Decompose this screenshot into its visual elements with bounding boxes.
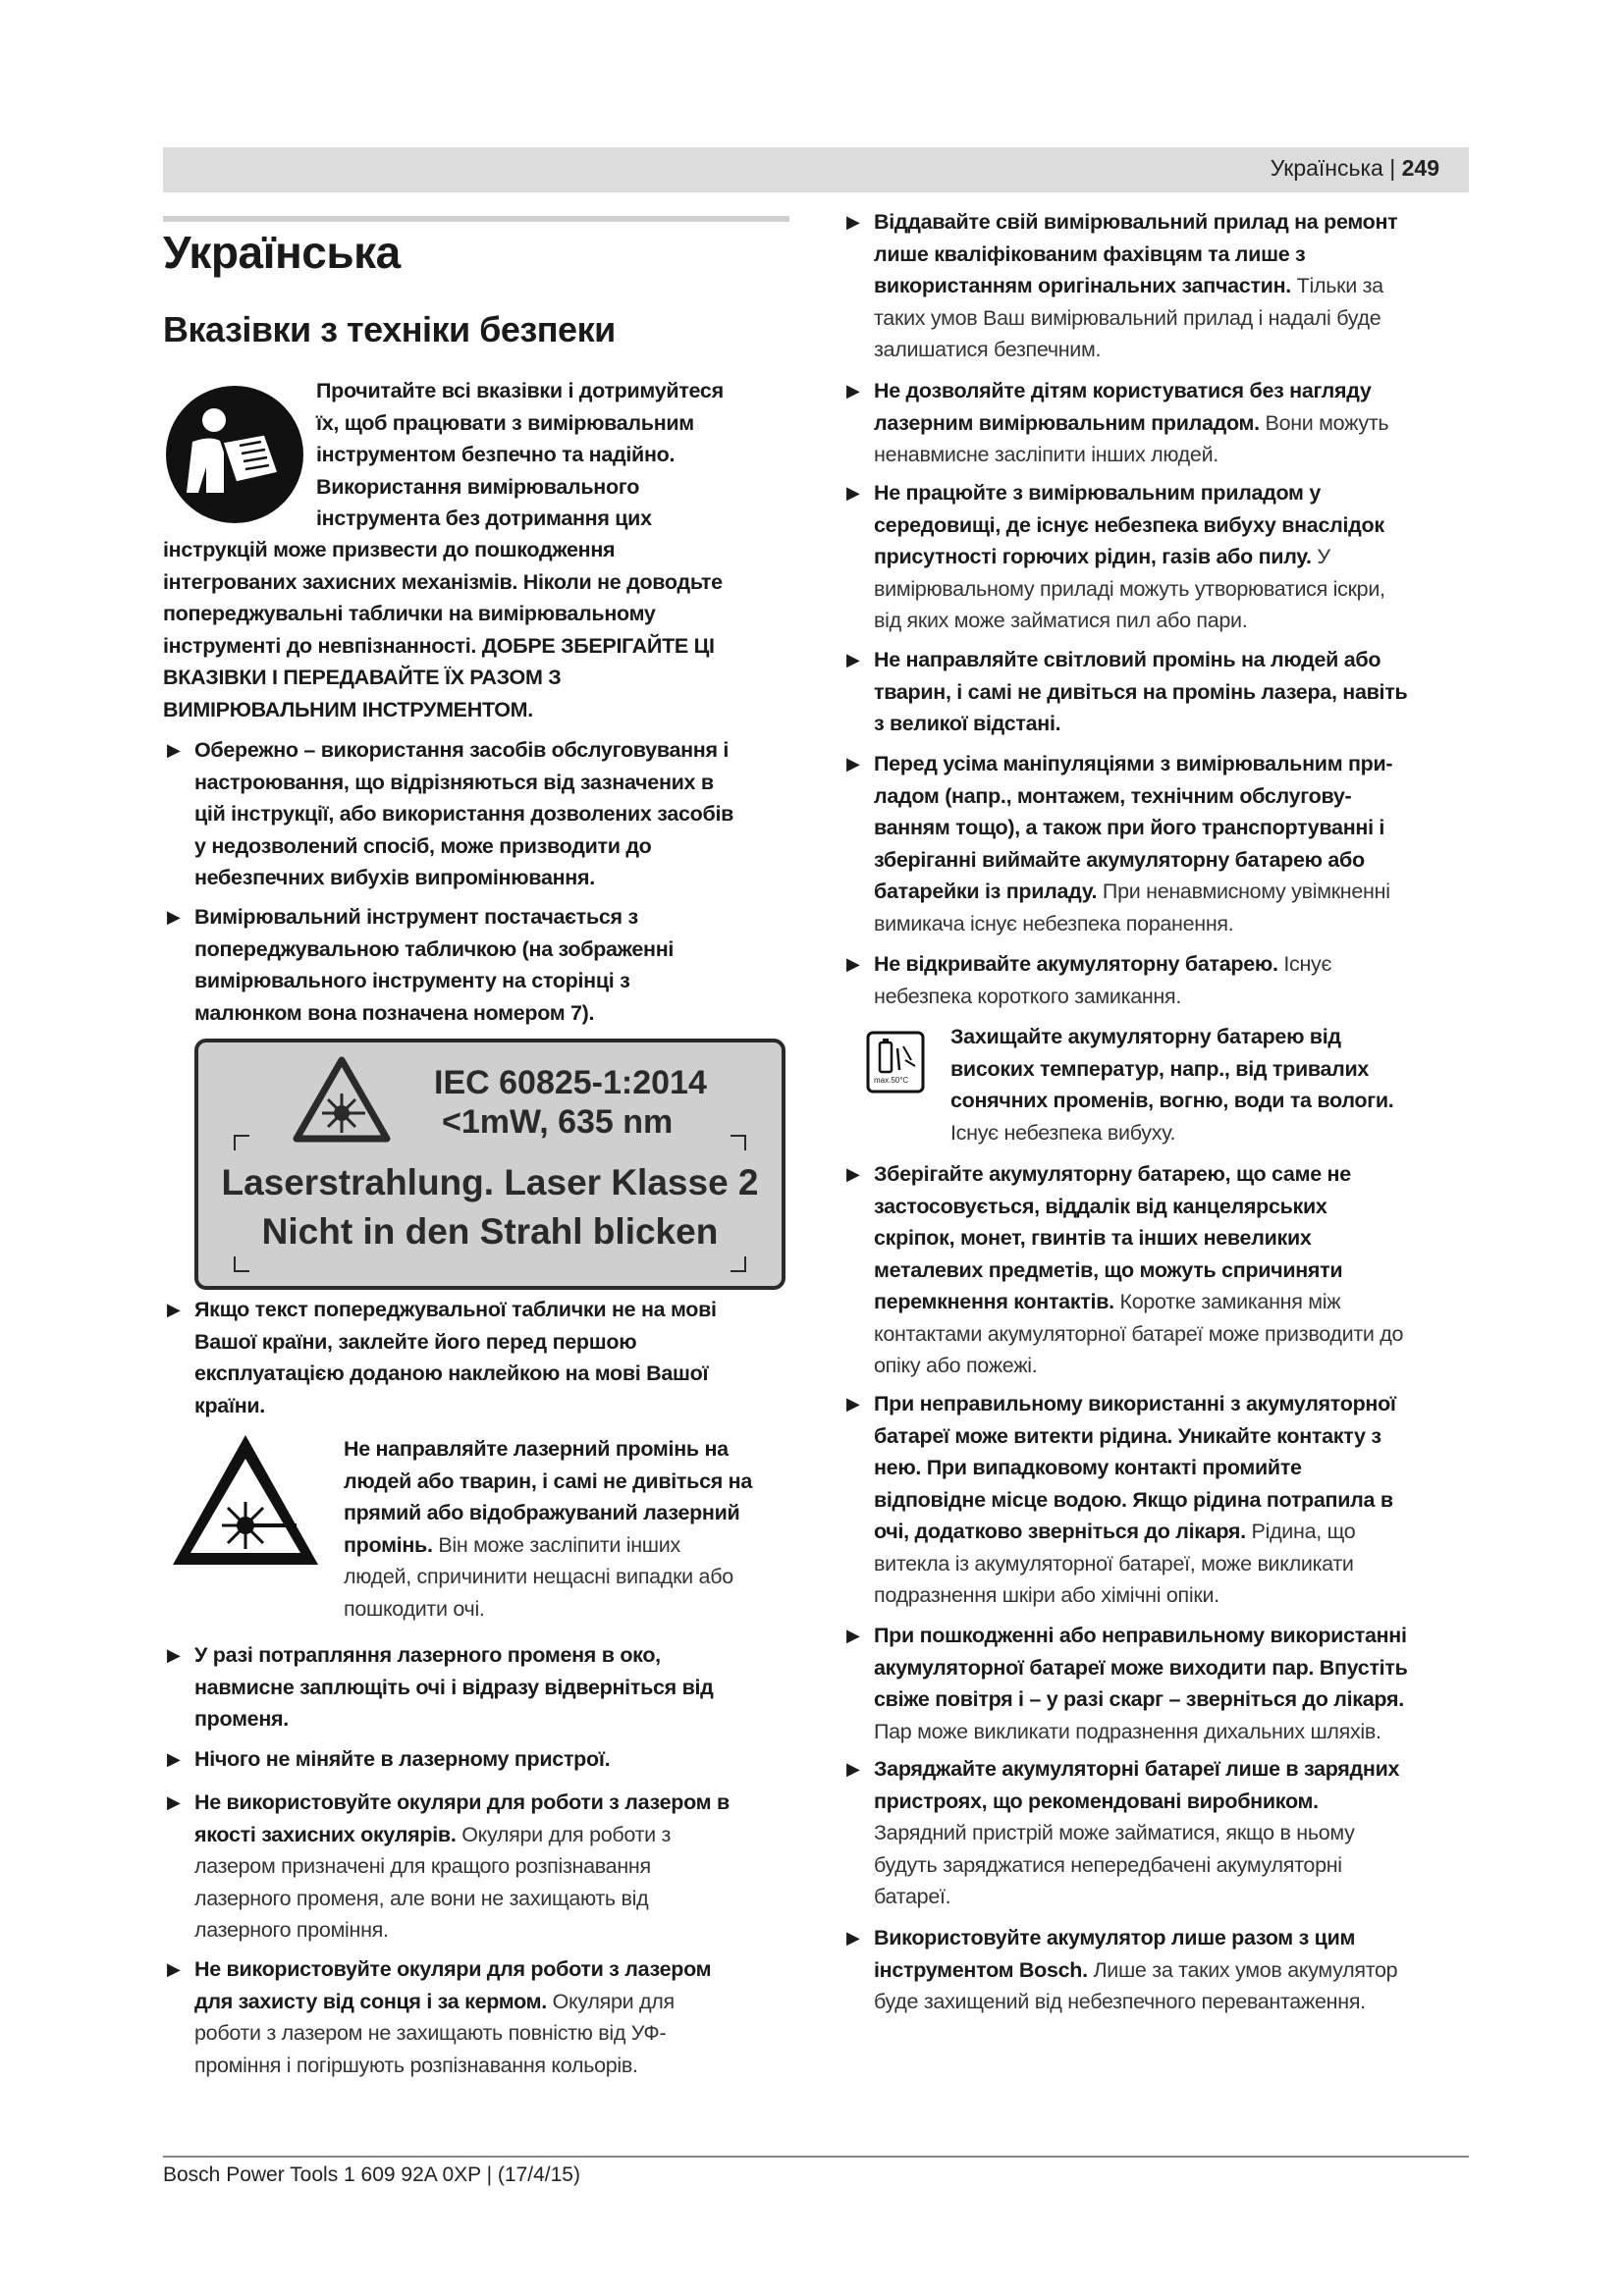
- item-line: металевих предметів, що можуть спричиняти: [874, 1257, 1343, 1282]
- item-line: Віддавайте свій вимірювальний прилад на ремонт: [874, 210, 1398, 234]
- bullet-arrow-icon: ▶: [846, 650, 860, 669]
- warning-line: Він може засліпити інших: [438, 1532, 680, 1557]
- warning-line: людей, спричинити нещасні випадки або: [344, 1565, 733, 1588]
- bullet-arrow-icon: ▶: [167, 1300, 181, 1319]
- list-item: [842, 644, 1502, 740]
- item-line: Не використовуйте окуляри для роботи з лазером в: [194, 1790, 730, 1814]
- item-line: ненавмисне засліпити інших людей.: [874, 443, 1218, 466]
- item-line: лазерним вимірювальним приладом.: [874, 410, 1260, 435]
- intro-line: Прочитайте всі вказівки і дотримуйтеся: [316, 379, 724, 402]
- item-line: навмисне заплющіть очі і відразу відверніться від: [194, 1675, 714, 1699]
- bullet-arrow-icon: ▶: [167, 907, 181, 927]
- laser-warning-triangle-icon: [167, 1429, 324, 1577]
- item-line: відповідне місце водою. Якщо рідина потрапила в: [874, 1487, 1393, 1512]
- item-line: витекла із акумуляторної батареї, може викликати: [874, 1551, 1354, 1575]
- list-item: [842, 1158, 1502, 1382]
- item-line: цій інструкції, або використання дозволених засобів: [194, 802, 734, 826]
- item-line: експлуатацією доданою наклейкою на мові Вашої: [194, 1362, 709, 1385]
- item-line: вимірювальному приладі можуть утворюватися іскри,: [874, 576, 1385, 601]
- item-line: Зарядний пристрій може займатися, якщо в ньому: [874, 1821, 1355, 1844]
- header-separator: |: [1389, 155, 1396, 181]
- item-line: Окуляри для: [552, 1989, 675, 2013]
- item-line: середовищі, де існує небезпека вибуху внаслідок: [874, 512, 1384, 537]
- item-line: малюнком вона позначена номером 7).: [194, 1000, 595, 1025]
- item-line: з великої відстані.: [874, 712, 1061, 735]
- item-line: батареї.: [874, 1885, 951, 1908]
- page-number: 249: [1401, 155, 1439, 181]
- item-line: пристроях, що рекомендовані виробником.: [874, 1789, 1319, 1813]
- item-line: залишатися безпечним.: [874, 338, 1102, 361]
- item-line: Не відкривайте акумуляторну батарею.: [874, 952, 1278, 976]
- item-line: батарейки із приладу.: [874, 880, 1098, 903]
- bullet-arrow-icon: ▶: [846, 954, 860, 974]
- item-line: присутності горючих рідин, газів або пилу.: [874, 545, 1312, 568]
- battery-temperature-icon: [866, 1031, 925, 1098]
- intro-line: ВИМІРЮВАЛЬНИМ ІНСТРУМЕНТОМ.: [163, 697, 533, 721]
- warning-line: високих температур, напр., від тривалих: [950, 1056, 1370, 1081]
- title-rule: [163, 216, 789, 222]
- item-line: Вимірювальний інструмент постачається з: [194, 905, 638, 929]
- list-item: [163, 1953, 823, 2081]
- item-line: Заряджайте акумуляторні батареї лише в зарядних: [874, 1757, 1400, 1781]
- read-manual-icon: [163, 383, 306, 531]
- item-line: від яких може займатися пил або пари.: [874, 609, 1248, 632]
- list-item: [163, 1743, 823, 1776]
- battery-icon-caption: max.50°C: [874, 1076, 909, 1085]
- bullet-arrow-icon: ▶: [167, 740, 181, 760]
- list-item: [842, 1620, 1502, 1747]
- item-line: вимикача існує небезпека поранення.: [874, 911, 1234, 935]
- list-item: [842, 375, 1502, 471]
- list-item: [163, 1639, 823, 1735]
- item-line: Вони можуть: [1265, 410, 1389, 435]
- label-corner: [234, 1256, 249, 1272]
- list-item: [842, 1388, 1502, 1612]
- item-line: інструментом Bosch.: [874, 1957, 1088, 1982]
- item-line: нею. При випадковому контакті промийте: [874, 1456, 1302, 1479]
- footer-text: Bosch Power Tools 1 609 92A 0XP | (17/4/15): [163, 2163, 580, 2186]
- laser-warning-text: [344, 1433, 795, 1625]
- label-corner: [234, 1135, 249, 1150]
- intro-right: [316, 375, 807, 535]
- item-line: країни.: [194, 1393, 265, 1417]
- intro-line: інструкцій може призвести до пошкодження: [163, 538, 616, 561]
- laser-warning-label: [194, 1039, 785, 1290]
- page-title: Українська: [163, 227, 401, 278]
- item-line: Не дозволяйте дітям користуватися без нагляду: [874, 379, 1372, 402]
- item-line: очі, додатково зверніться до лікаря.: [874, 1520, 1246, 1543]
- intro-full: [163, 534, 801, 725]
- item-line: роботи з лазером не захищають повністю від УФ-: [194, 2021, 667, 2045]
- bullet-arrow-icon: ▶: [846, 381, 860, 400]
- label-standard: IEC 60825-1:2014: [434, 1064, 707, 1101]
- item-line: лазерного проміння.: [194, 1918, 389, 1942]
- item-line: батареї може витекти рідина. Уникайте контакту з: [874, 1423, 1381, 1448]
- item-line: застосовується, віддалік від канцелярських: [874, 1194, 1327, 1218]
- bullet-arrow-icon: ▶: [846, 483, 860, 503]
- label-caution: Nicht in den Strahl blicken: [261, 1211, 719, 1252]
- list-item: [842, 1922, 1502, 2018]
- list-item: [842, 477, 1502, 637]
- warning-line: Існує небезпека вибуху.: [950, 1120, 1176, 1145]
- warning-line: сонячних променів, вогню, води та вологи.: [950, 1089, 1394, 1112]
- list-item: [842, 948, 1502, 1012]
- item-line: небезпечних вибухів випромінювання.: [194, 866, 595, 889]
- item-line: таких умов Ваш вимірювальний прилад і надалі буде: [874, 305, 1381, 330]
- item-line: зберіганні виймайте акумуляторну батарею або: [874, 847, 1365, 872]
- intro-line: їх, щоб працювати з вимірювальним: [316, 410, 694, 435]
- list-item: [842, 206, 1502, 366]
- intro-line: інструментом безпечно та надійно.: [316, 443, 676, 466]
- item-line: При неправильному використанні з акумуляторної: [874, 1392, 1396, 1415]
- item-line: лише кваліфікованим фахівцям та лише з: [874, 241, 1306, 266]
- intro-line: попереджувальні таблички на вимірювальному: [163, 602, 656, 625]
- header-text: [1271, 155, 1439, 182]
- item-line: контактами акумуляторної батареї може призводити до: [874, 1321, 1404, 1346]
- item-line: Не використовуйте окуляри для роботи з лазером: [194, 1957, 712, 1981]
- item-line: Перед усіма маніпуляціями з вимірювальним при-: [874, 752, 1393, 775]
- battery-warning-text: [950, 1021, 1481, 1148]
- page-header: [163, 147, 1469, 192]
- item-line: подразнення шкіри або хімічні опіки.: [874, 1583, 1219, 1607]
- header-section: Українська: [1270, 155, 1383, 181]
- item-line: будуть заряджатися непередбачені акумуляторні: [874, 1852, 1342, 1877]
- bullet-arrow-icon: ▶: [167, 1645, 181, 1665]
- bullet-arrow-icon: ▶: [846, 212, 860, 232]
- item-line: небезпека короткого замикання.: [874, 984, 1182, 1008]
- list-item: [842, 748, 1502, 939]
- item-line: ванням тощо), а також при його транспортуванні і: [874, 816, 1385, 839]
- item-line: тварин, і самі не дивіться на промінь лазера, навіть: [874, 679, 1408, 704]
- intro-line: Використання вимірювального: [316, 474, 640, 499]
- item-line: вимірювального інструменту на сторінці з: [194, 969, 630, 992]
- item-line: свіже повітря і – у разі скарг – зверніться до лікаря.: [874, 1687, 1404, 1711]
- warning-line: Не направляйте лазерний промінь на: [344, 1437, 729, 1461]
- item-line: акумуляторної батареї може виходити пар. Впустіть: [874, 1655, 1408, 1680]
- warning-line: прямий або відображуваний лазерний: [344, 1501, 740, 1524]
- item-line: скріпок, монет, гвинтів та інших невеликих: [874, 1226, 1312, 1250]
- label-corner: [731, 1135, 746, 1150]
- label-power: <1mW, 635 nm: [442, 1103, 674, 1141]
- intro-line: інструмента без дотримання цих: [316, 507, 652, 530]
- item-line: Нічого не міняйте в лазерному пристрої.: [194, 1747, 611, 1771]
- bullet-arrow-icon: ▶: [167, 1749, 181, 1769]
- bullet-arrow-icon: ▶: [846, 1626, 860, 1645]
- item-line: При ненавмисному увімкненні: [1102, 880, 1390, 903]
- item-line: для захисту від сонця і за кермом.: [194, 1989, 547, 2013]
- item-line: Не працюйте з вимірювальним приладом у: [874, 481, 1321, 505]
- item-line: лазерного променя, але вони не захищають від: [194, 1886, 649, 1910]
- label-class: Laserstrahlung. Laser Klasse 2: [221, 1162, 759, 1202]
- bullet-arrow-icon: ▶: [846, 1928, 860, 1948]
- item-line: Лише за таких умов акумулятор: [1093, 1957, 1398, 1982]
- item-line: Окуляри для роботи з: [461, 1822, 672, 1846]
- intro-line: інтегрованих захисних механізмів. Ніколи не доводьте: [163, 569, 723, 594]
- item-line: Не направляйте світловий промінь на людей або: [874, 648, 1381, 671]
- item-line: у недозволений спосіб, може призводити до: [194, 833, 652, 858]
- bullet-arrow-icon: ▶: [846, 1759, 860, 1779]
- item-line: Пар може викликати подразнення дихальних шляхів.: [874, 1719, 1381, 1743]
- item-line: Зберігайте акумуляторну батарею, що саме не: [874, 1162, 1351, 1186]
- list-item: [163, 734, 823, 894]
- bullet-arrow-icon: ▶: [846, 1394, 860, 1414]
- item-line: Тільки за: [1296, 274, 1383, 297]
- item-line: буде захищений від небезпечного перевантаження.: [874, 1990, 1366, 2013]
- list-item: [842, 1753, 1502, 1913]
- intro-line: ВКАЗІВКИ І ПЕРЕДАВАЙТЕ ЇХ РАЗОМ З: [163, 666, 562, 689]
- item-line: Обережно – використання засобів обслуговування і: [194, 738, 730, 762]
- item-line: лазером призначені для кращого розпізнавання: [194, 1854, 651, 1878]
- warning-line: промінь.: [344, 1532, 433, 1557]
- bullet-arrow-icon: ▶: [167, 1792, 181, 1812]
- item-line: У разі потрапляння лазерного променя в око,: [194, 1643, 661, 1667]
- item-line: перемкнення контактів.: [874, 1290, 1114, 1313]
- item-line: При пошкодженні або неправильному використанні: [874, 1624, 1407, 1647]
- item-line: Вашої країни, заклейте його перед першою: [194, 1329, 637, 1354]
- item-line: опіку або пожежі.: [874, 1354, 1038, 1377]
- item-line: Якщо текст попереджувальної таблички не на мові: [194, 1298, 717, 1321]
- item-line: Використовуйте акумулятор лише разом з цим: [874, 1926, 1356, 1949]
- warning-line: пошкодити очі.: [344, 1596, 485, 1621]
- label-corner: [731, 1256, 746, 1272]
- footer-rule: [163, 2156, 1469, 2158]
- item-line: якості захисних окулярів.: [194, 1822, 457, 1846]
- warning-line: Захищайте акумуляторну батарею від: [950, 1025, 1341, 1048]
- item-line: Існує: [1283, 952, 1332, 976]
- item-line: попереджувальною табличкою (на зображенні: [194, 936, 675, 961]
- bullet-arrow-icon: ▶: [167, 1959, 181, 1979]
- laser-hazard-icon: [293, 1056, 391, 1145]
- item-line: Коротке замикання між: [1119, 1290, 1341, 1313]
- item-line: ладом (напр., монтажем, технічним обслугову-: [874, 783, 1352, 808]
- bullet-arrow-icon: ▶: [846, 754, 860, 774]
- bullet-arrow-icon: ▶: [846, 1164, 860, 1184]
- list-item: [163, 901, 823, 1029]
- item-line: променя.: [194, 1707, 289, 1731]
- intro-line: інструменті до невпізнанності. ДОБРЕ ЗБЕРІГАЙТЕ ЦІ: [163, 633, 715, 658]
- warning-line: людей або тварин, і самі не дивіться на: [344, 1468, 752, 1493]
- item-line: проміння і погіршують розпізнавання кольорів.: [194, 2053, 638, 2077]
- list-item: [163, 1787, 823, 1947]
- item-line: У: [1317, 545, 1330, 568]
- list-item: [163, 1294, 823, 1421]
- item-line: використанням оригінальних запчастин.: [874, 274, 1291, 297]
- item-line: настроювання, що відрізняються від зазначених в: [194, 770, 714, 794]
- item-line: Рідина, що: [1251, 1520, 1356, 1543]
- section-title: Вказівки з техніки безпеки: [163, 309, 616, 349]
